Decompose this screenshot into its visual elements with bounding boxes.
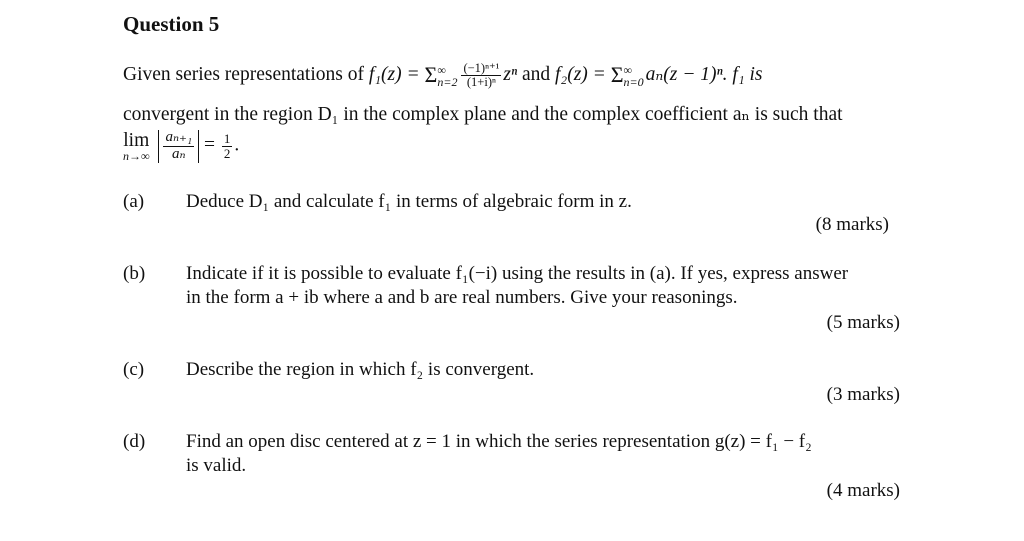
intro-line-1 — [123, 62, 763, 89]
part-c-text: Describe the region in which f₂ is convergent. — [186, 359, 535, 380]
limit-expression — [123, 130, 239, 163]
f1-term: zⁿ — [503, 64, 518, 86]
ratio-frac — [163, 130, 194, 163]
half-denominator: 2 — [223, 145, 231, 161]
part-c-label: (c) — [123, 359, 145, 380]
lim-sub: n→∞ — [123, 149, 150, 163]
sum-sign-1: Σ — [424, 62, 438, 88]
sum2-lower: n=0 — [623, 74, 644, 89]
part-a-text: Deduce D₁ and calculate f₁ in terms of algebraic form in z. — [186, 191, 632, 212]
part-d-marks: (4 marks) — [826, 480, 900, 501]
sum-sign-2: Σ — [610, 62, 624, 88]
lim-text: lim — [123, 129, 150, 151]
f2-lhs: f₂(z) = — [555, 64, 611, 86]
half-frac — [222, 132, 233, 160]
part-d-text-2: is valid. — [186, 455, 247, 476]
lim-block — [123, 131, 150, 163]
sum2-upper: ∞ — [623, 62, 633, 77]
f1-is: f₁ is — [732, 64, 763, 86]
sum1-limits — [437, 64, 457, 88]
abs-value-bars — [158, 130, 199, 163]
part-a-marks: (8 marks) — [815, 214, 889, 235]
part-b-marks: (5 marks) — [826, 312, 900, 333]
period: . — [234, 134, 240, 156]
part-a-label: (a) — [123, 191, 145, 212]
f2-term: aₙ(z − 1)ⁿ. — [645, 64, 728, 86]
ratio-numerator: aₙ₊₁ — [165, 129, 193, 145]
f1-lhs: f₁(z) = — [368, 64, 425, 86]
and-text: and — [521, 64, 551, 86]
frac1-denominator: (1+i)ⁿ — [466, 75, 496, 90]
intro-text: Given series representations of — [123, 64, 364, 86]
part-d-text-1: Find an open disc centered at z = 1 in which the series representation g(z) = f₁ − f₂ — [186, 431, 812, 452]
frac1-numerator: (−1)ⁿ⁺¹ — [463, 61, 500, 75]
part-d-label: (d) — [123, 431, 146, 452]
half-numerator: 1 — [223, 131, 231, 147]
sum2-limits — [624, 64, 644, 88]
question-title: Question 5 — [123, 12, 220, 36]
frac1 — [461, 62, 501, 89]
intro-line-2: convergent in the region D₁ in the complex plane and the complex coefficient aₙ is such that — [123, 104, 843, 125]
ratio-denominator: aₙ — [172, 145, 186, 162]
sum1-lower: n=2 — [437, 74, 458, 89]
sum1-upper: ∞ — [437, 62, 446, 77]
part-b-text-1: Indicate if it is possible to evaluate f₁(−i) using the results in (a). If yes, express answer — [186, 263, 849, 284]
part-b-text-2: in the form a + ib where a and b are real numbers. Give your reasonings. — [186, 287, 738, 308]
part-c-marks: (3 marks) — [826, 384, 900, 405]
equals-sign: = — [204, 134, 216, 156]
part-b-label: (b) — [123, 263, 146, 284]
